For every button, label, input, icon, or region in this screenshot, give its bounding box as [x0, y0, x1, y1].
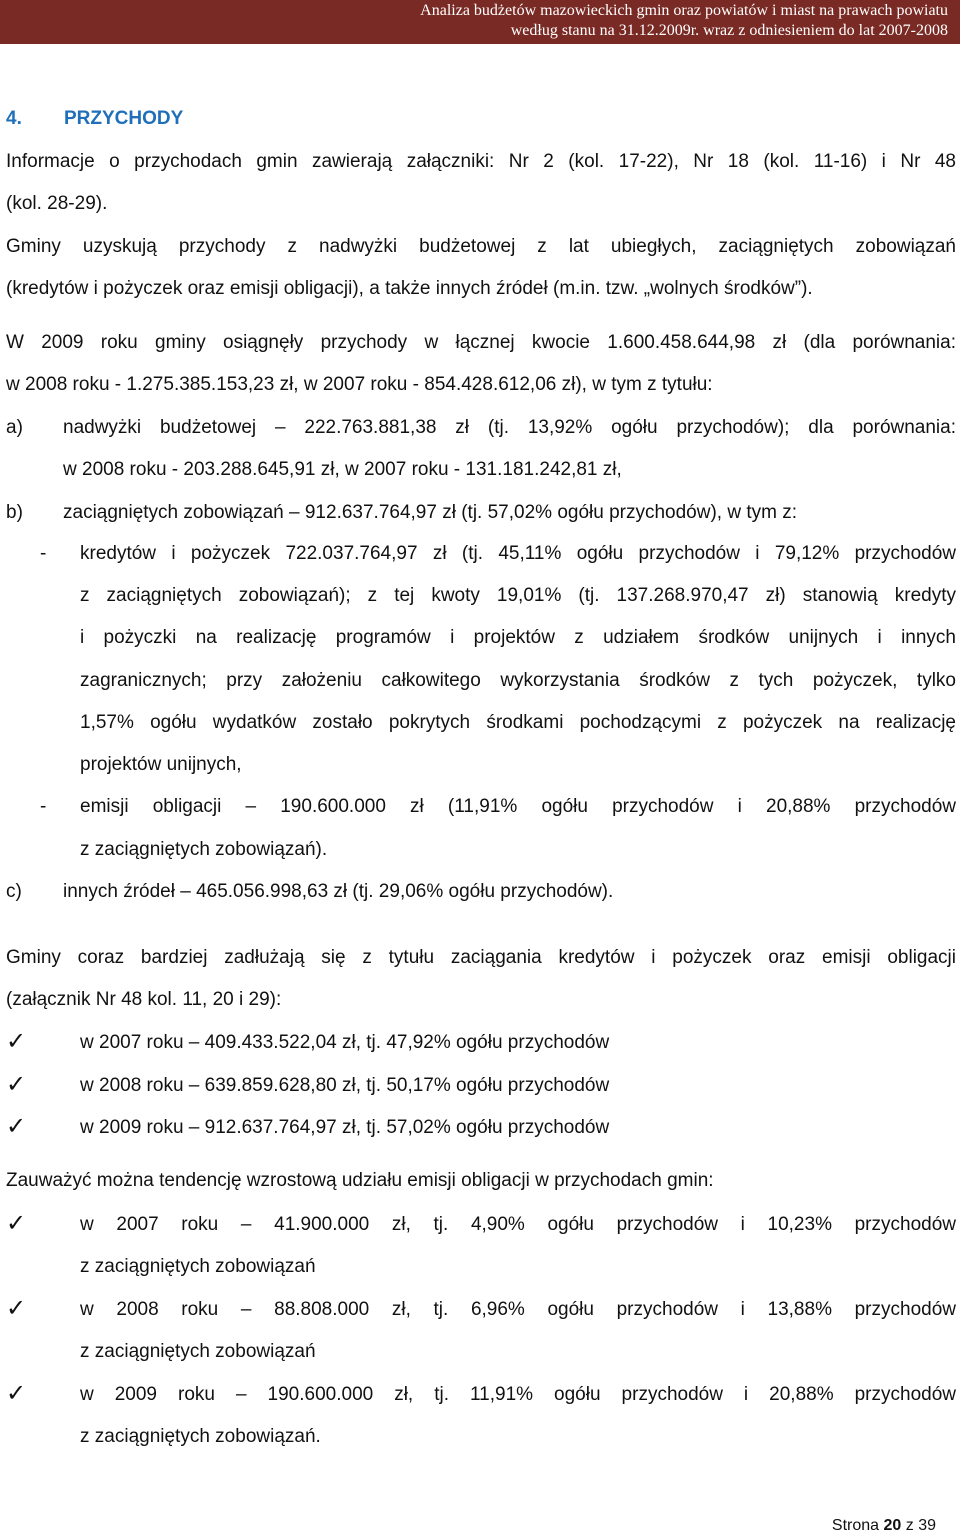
page-number: [832, 1517, 936, 1535]
checkmark-icon: ✓: [6, 1113, 27, 1140]
bonds-line: emisji obligacji – 190.600.000 zł (11,91% ogółu przychodów i 20,88% przychodów: [80, 796, 956, 817]
checkmark-icon: ✓: [6, 1380, 27, 1407]
page-separator: z: [905, 1517, 914, 1534]
checkmark-icon: ✓: [6, 1295, 27, 1322]
para3-line1: W 2009 roku gminy osiągnęły przychody w łącznej kwocie 1.600.458.644,98 zł (dla porównania:: [6, 332, 956, 353]
checkmark-icon: ✓: [6, 1028, 27, 1055]
bond-list-item: w 2008 roku – 88.808.000 zł, tj. 6,96% ogółu przychodów i 13,88% przychodów: [80, 1299, 956, 1320]
page-prefix: Strona: [831, 1517, 880, 1534]
credit-line: z zaciągniętych zobowiązań); z tej kwoty 19,01% (tj. 137.268.970,47 zł) stanowią kredyty: [80, 585, 956, 606]
item-a-label: a): [6, 417, 23, 438]
para1-line2: (kol. 28-29).: [6, 193, 108, 214]
bond-list-item: w 2007 roku – 41.900.000 zł, tj. 4,90% ogółu przychodów i 10,23% przychodów: [80, 1214, 956, 1235]
debt-list-item: w 2008 roku – 639.859.628,80 zł, tj. 50,17% ogółu przychodów: [80, 1075, 610, 1096]
para3-line2: w 2008 roku - 1.275.385.153,23 zł, w 2007 roku - 854.428.612,06 zł), w tym z tytułu:: [6, 374, 713, 395]
credit-line: projektów unijnych,: [80, 754, 242, 775]
credit-dash: -: [40, 543, 47, 564]
bond-list-item-cont: z zaciągniętych zobowiązań: [80, 1256, 316, 1277]
credit-line: 1,57% ogółu wydatków zostało pokrytych środkami pochodzącymi z pożyczek na realizację: [80, 712, 956, 733]
item-c-label: c): [6, 881, 22, 902]
checkmark-icon: ✓: [6, 1071, 27, 1098]
item-a-line2: w 2008 roku - 203.288.645,91 zł, w 2007 roku - 131.181.242,81 zł,: [63, 459, 622, 480]
item-b-label: b): [6, 502, 23, 523]
para2-line1: Gminy uzyskują przychody z nadwyżki budżetowej z lat ubiegłych, zaciągniętych zobowiązań: [6, 236, 956, 257]
total-pages: 39: [918, 1517, 936, 1534]
section-heading: [6, 108, 183, 130]
bond-list-item: w 2009 roku – 190.600.000 zł, tj. 11,91% ogółu przychodów i 20,88% przychodów: [80, 1384, 956, 1405]
debt-list-item: w 2007 roku – 409.433.522,04 zł, tj. 47,92% ogółu przychodów: [80, 1032, 610, 1053]
bonds-line: z zaciągniętych zobowiązań).: [80, 839, 328, 860]
credit-line: kredytów i pożyczek 722.037.764,97 zł (tj. 45,11% ogółu przychodów i 79,12% przychodów: [80, 543, 956, 564]
item-a-line1: nadwyżki budżetowej – 222.763.881,38 zł (tj. 13,92% ogółu przychodów); dla porównania:: [63, 417, 956, 438]
section-number: 4.: [6, 108, 22, 129]
debt-list-item: w 2009 roku – 912.637.764,97 zł, tj. 57,02% ogółu przychodów: [80, 1117, 610, 1138]
section-title: PRZYCHODY: [64, 108, 184, 129]
para4-line1: Gminy coraz bardziej zadłużają się z tytułu zaciągania kredytów i pożyczek oraz emisji obligacji: [6, 947, 956, 968]
para4-line2: (załącznik Nr 48 kol. 11, 20 i 29):: [6, 989, 282, 1010]
para2-line2: (kredytów i pożyczek oraz emisji obligacji), a także innych źródeł (m.in. tzw. „wolnych środków”).: [6, 278, 813, 299]
bonds-dash: -: [40, 796, 47, 817]
credit-line: zagranicznych; przy założeniu całkowitego wykorzystania środków z tych pożyczek, tylko: [80, 670, 956, 691]
checkmark-icon: ✓: [6, 1210, 27, 1237]
bond-list-item-cont: z zaciągniętych zobowiązań.: [80, 1426, 321, 1447]
header-title: Analiza budżetów mazowieckich gmin oraz powiatów i miast na prawach powiatu: [420, 2, 948, 19]
item-b-line1: zaciągniętych zobowiązań – 912.637.764,97 zł (tj. 57,02% ogółu przychodów), w tym z:: [63, 502, 798, 523]
credit-line: i pożyczki na realizację programów i projektów z udziałem środków unijnych i innych: [80, 627, 956, 648]
current-page: 20: [883, 1517, 902, 1534]
para5: Zauważyć można tendencję wzrostową udziału emisji obligacji w przychodach gmin:: [6, 1170, 714, 1191]
para1-line1: Informacje o przychodach gmin zawierają załączniki: Nr 2 (kol. 17-22), Nr 18 (kol. 11-16) i Nr 48: [6, 151, 956, 172]
item-c-line1: innych źródeł – 465.056.998,63 zł (tj. 29,06% ogółu przychodów).: [63, 881, 614, 902]
bond-list-item-cont: z zaciągniętych zobowiązań: [80, 1341, 316, 1362]
page-header: [0, 0, 960, 44]
header-subtitle: według stanu na 31.12.2009r. wraz z odniesieniem do lat 2007-2008: [510, 22, 948, 39]
